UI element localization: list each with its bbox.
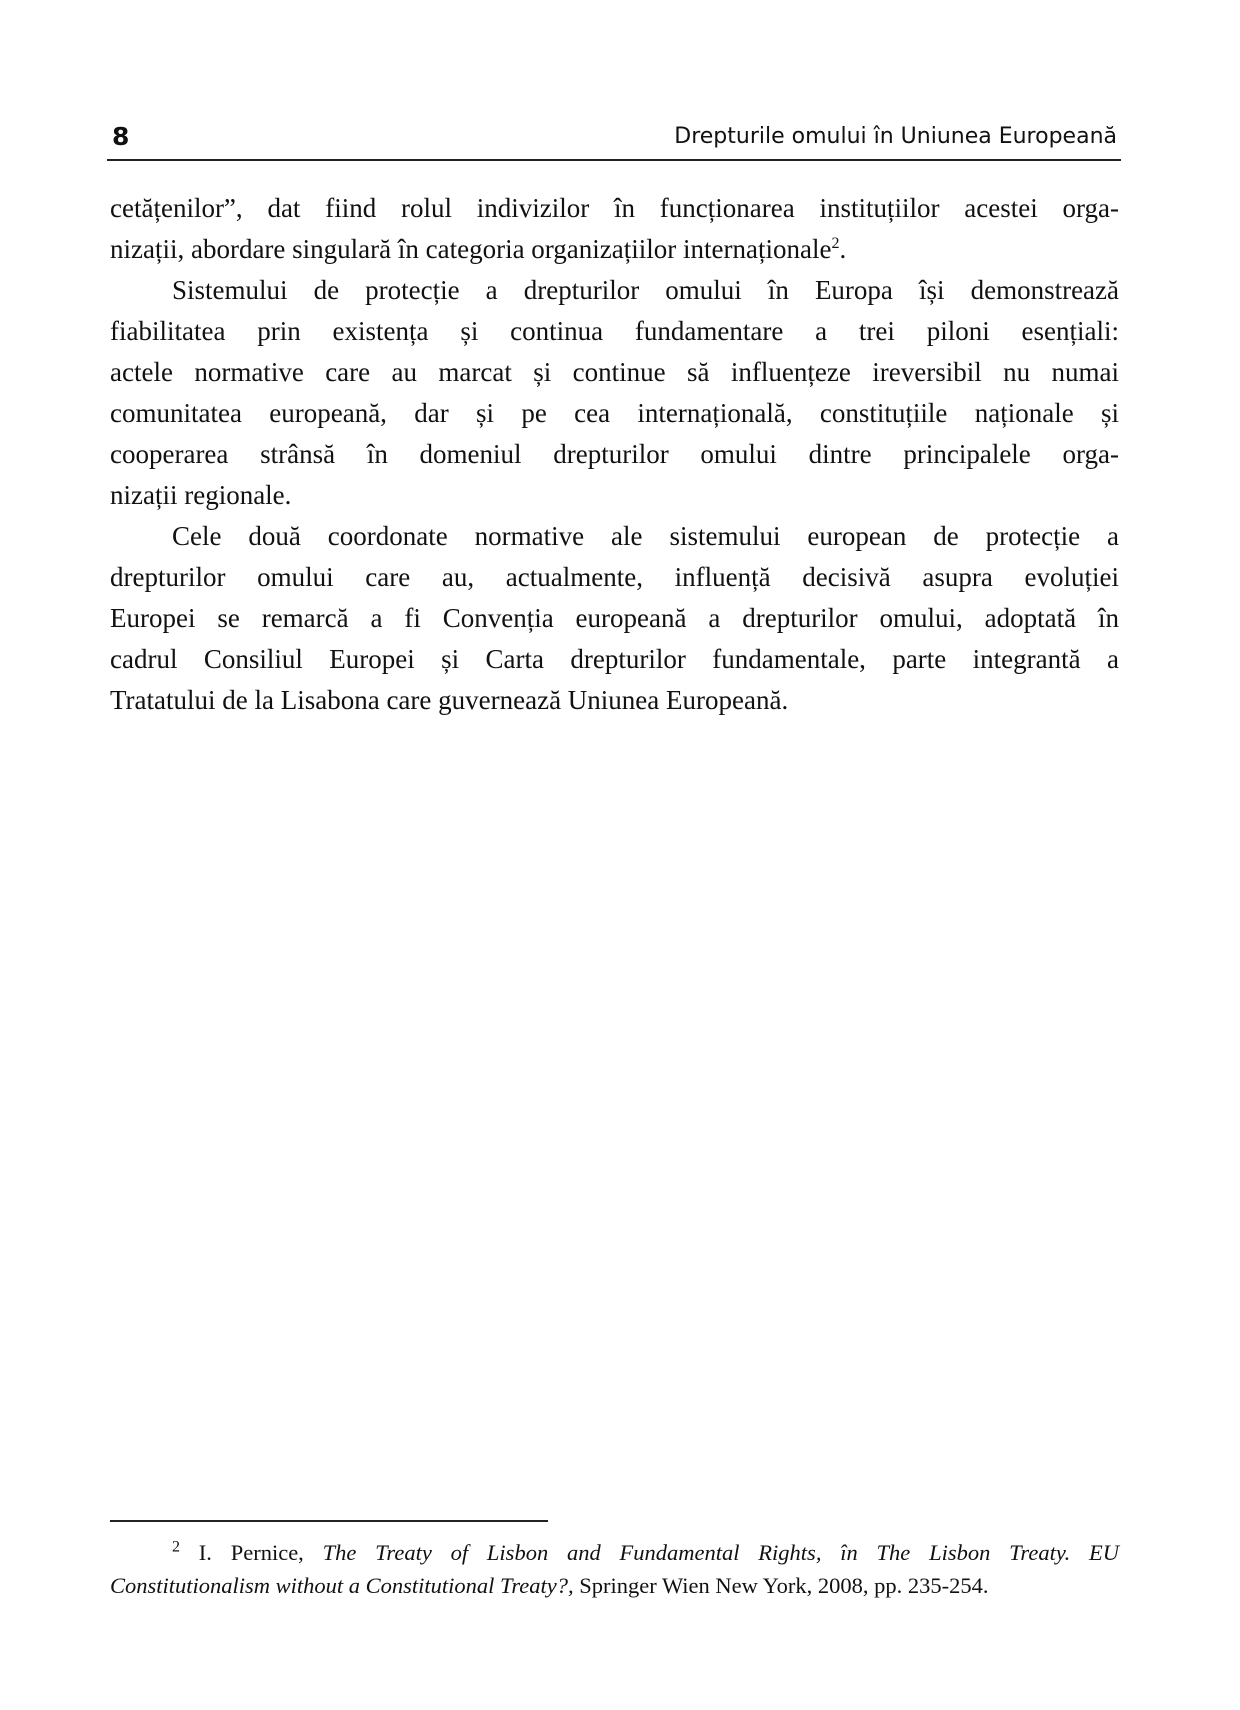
text-line: cetățenilor”, dat fiind rolul indivizilor în funcționarea instituțiilor acestei orga- — [110, 193, 1119, 223]
footnote — [110, 1536, 1119, 1602]
footnote-title: The Treaty of Lisbon and Fundamental Rights, în The Lisbon Treaty. EU — [322, 1540, 1119, 1565]
text-line: drepturilor omului care au, actualmente, influență decisivă asupra evoluției — [110, 562, 1119, 592]
text-span: nizații, abordare singulară în categoria organizațiilor internaționale — [110, 234, 832, 264]
paragraph-2 — [110, 270, 1119, 516]
paragraph-3 — [110, 516, 1119, 721]
footnote-ref[interactable]: 2 — [831, 235, 840, 252]
paragraph-1 — [110, 188, 1119, 270]
footnote-line — [110, 1536, 1119, 1569]
footnote-line — [110, 1569, 1119, 1602]
page-number: 8 — [112, 122, 130, 151]
running-title: Drepturile omului în Uniunea Europeană — [674, 124, 1117, 149]
text-line: comunitatea europeană, dar și pe cea internațională, constituțiile naționale și — [110, 398, 1119, 428]
text-line: fiabilitatea prin existența și continua fundamentare a trei piloni esențiali: — [110, 316, 1119, 346]
text-line: Sistemului de protecție a drepturilor omului în Europa își demonstrează — [172, 275, 1119, 305]
footnote-publisher: Springer Wien New York, 2008, pp. 235-254. — [573, 1573, 989, 1598]
footnote-author: I. Pernice, — [180, 1540, 323, 1565]
body-text — [110, 188, 1119, 721]
running-header — [110, 118, 1119, 160]
footnote-title: Constitutionalism without a Constitutional Treaty?, — [110, 1573, 574, 1598]
footnote-number: 2 — [172, 1538, 180, 1556]
text-line: cooperarea strânsă în domeniul drepturilor omului dintre principalele orga- — [110, 439, 1119, 469]
footnote-separator — [110, 1520, 548, 1522]
text-line: actele normative care au marcat și continue să influențeze ireversibil nu numai — [110, 357, 1119, 387]
header-rule — [107, 159, 1121, 161]
text-line — [110, 229, 1119, 270]
text-line: cadrul Consiliul Europei și Carta drepturilor fundamentale, parte integrantă a — [110, 644, 1119, 674]
text-line: Tratatului de la Lisabona care guvernează Uniunea Europeană. — [110, 685, 789, 715]
text-line: Cele două coordonate normative ale sistemului european de protecție a — [172, 521, 1119, 551]
text-line: Europei se remarcă a fi Convenția europeană a drepturilor omului, adoptată în — [110, 603, 1119, 633]
text-line: nizații regionale. — [110, 480, 292, 510]
text-span: . — [839, 234, 847, 264]
